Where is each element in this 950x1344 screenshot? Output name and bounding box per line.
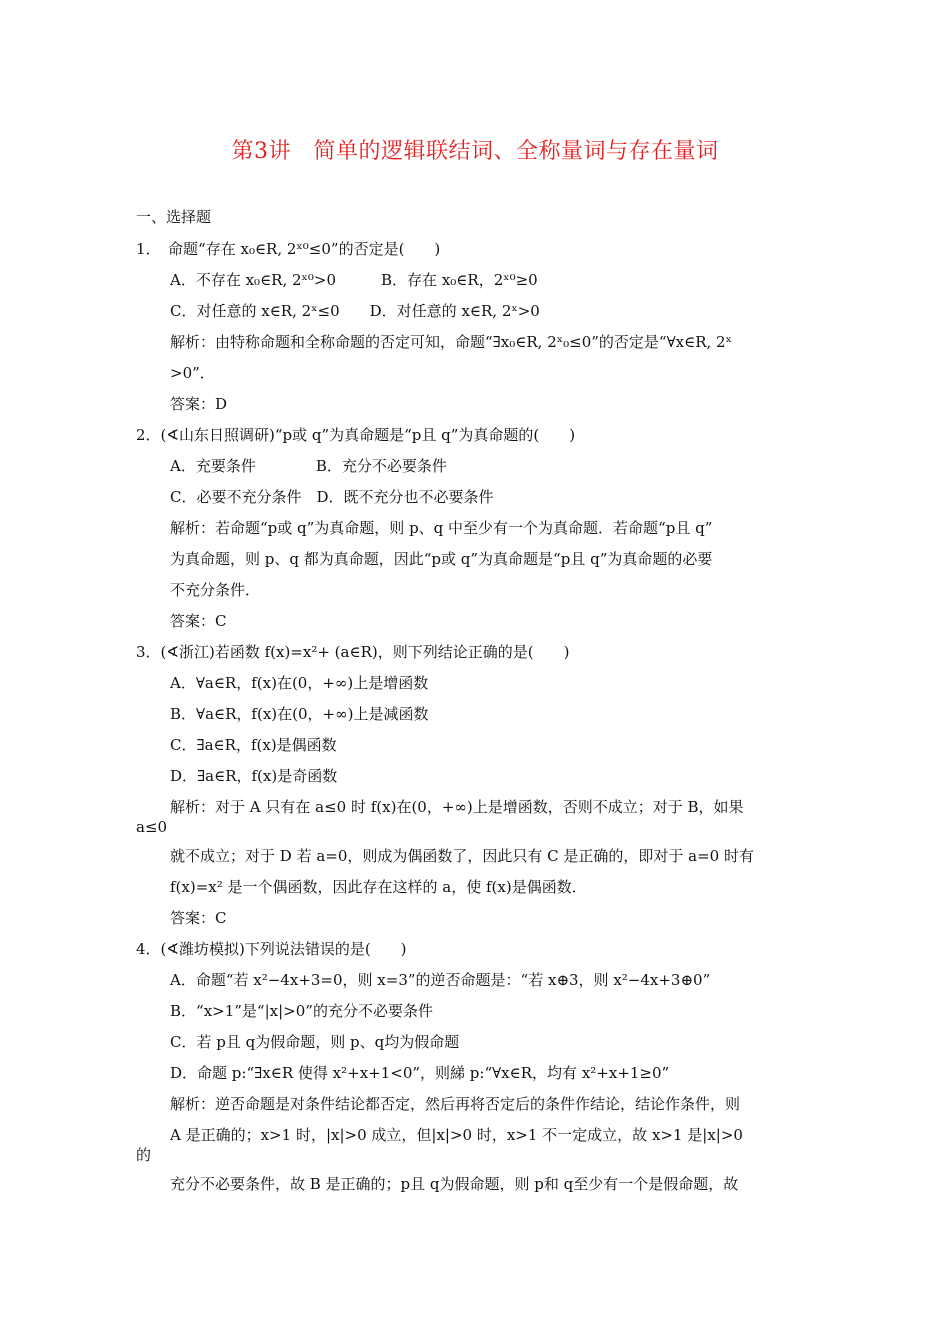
- question-1-analysis: 解析：由特称命题和全称命题的否定可知，命题“∃x₀∈R, 2ˣ₀≤0”的否定是“∀x∈R, 2ˣ: [170, 333, 732, 351]
- question-1-analysis-cont: >0”．: [170, 364, 215, 382]
- question-3-option-a: A．∀a∈R，f(x)在(0，+∞)上是增函数: [170, 674, 429, 692]
- question-4-analysis-end: 充分不必要条件，故 B 是正确的；p且 q为假命题，则 p和 q至少有一个是假命题，故: [170, 1175, 739, 1193]
- question-3-option-b: B．∀a∈R，f(x)在(0，+∞)上是减函数: [170, 705, 429, 723]
- question-3-analysis-cont: 就不成立；对于 D 若 a=0，则成为偶函数了，因此只有 C 是正确的，即对于 a=0 时有: [170, 847, 754, 865]
- question-3-analysis: 解析：对于 A 只有在 a≤0 时 f(x)在(0，+∞)上是增函数，否则不成立；对于 B，如果: [170, 798, 744, 816]
- question-2-analysis-cont: 为真命题，则 p、q 都为真命题，因此“p或 q”为真命题是“p且 q”为真命题的必要: [170, 550, 713, 568]
- question-2-analysis: 解析：若命题“p或 q”为真命题，则 p、q 中至少有一个为真命题．若命题“p且 q”: [170, 519, 713, 537]
- question-4-option-d: D．命题 p:“∃x∈R 使得 x²+x+1<0”，则綈 p:“∀x∈R，均有 x²+x+1≥0”: [170, 1064, 670, 1082]
- question-3-analysis-wrap: a≤0: [136, 818, 168, 836]
- question-3-option-d: D．∃a∈R，f(x)是奇函数: [170, 767, 338, 785]
- question-4-option-a: A．命题“若 x²−4x+3=0，则 x=3”的逆否命题是：“若 x⊕3，则 x²−4x+3⊕0”: [170, 971, 711, 989]
- question-2-options-cd: C．必要不充分条件 D．既不充分也不必要条件: [170, 488, 494, 506]
- question-4-option-b: B．“x>1”是“|x|>0”的充分不必要条件: [170, 1002, 433, 1020]
- page-title: 第3讲 简单的逻辑联结词、全称量词与存在量词: [231, 139, 719, 164]
- question-4-option-c: C．若 p且 q为假命题，则 p、q均为假命题: [170, 1033, 460, 1051]
- question-1-options-ab: A．不存在 x₀∈R, 2ˣ⁰>0 B．存在 x₀∈R，2ˣ⁰≥0: [170, 271, 538, 289]
- question-4-analysis-wrap: 的: [136, 1146, 152, 1164]
- question-4-stem: 4．(∢潍坊模拟)下列说法错误的是( ): [136, 940, 407, 958]
- question-2-analysis-end: 不充分条件．: [170, 581, 261, 599]
- question-3-stem: 3．(∢浙江)若函数 f(x)=x²+ (a∈R)，则下列结论正确的是( ): [136, 643, 570, 661]
- question-3-option-c: C．∃a∈R，f(x)是偶函数: [170, 736, 337, 754]
- question-2-options-ab: A．充要条件 B．充分不必要条件: [170, 457, 447, 475]
- question-4-analysis-cont: A 是正确的；x>1 时，|x|>0 成立，但|x|>0 时，x>1 不一定成立，故 x>1 是|x|>0: [170, 1126, 743, 1144]
- question-4-analysis: 解析：逆否命题是对条件结论都否定，然后再将否定后的条件作结论，结论作条件，则: [170, 1095, 741, 1113]
- question-3-answer: 答案：C: [170, 909, 227, 927]
- question-3-analysis-end: f(x)=x² 是一个偶函数，因此存在这样的 a，使 f(x)是偶函数．: [170, 878, 587, 896]
- question-1-answer: 答案：D: [170, 395, 228, 413]
- question-1-options-cd: C．对任意的 x∈R, 2ˣ≤0 D．对任意的 x∈R, 2ˣ>0: [170, 302, 540, 320]
- section-heading: 一、选择题: [136, 208, 212, 226]
- question-1-stem: 1． 命题“存在 x₀∈R, 2ˣ⁰≤0”的否定是( ): [136, 240, 441, 258]
- question-2-answer: 答案：C: [170, 612, 227, 630]
- question-2-stem: 2．(∢山东日照调研)“p或 q”为真命题是“p且 q”为真命题的( ): [136, 426, 576, 444]
